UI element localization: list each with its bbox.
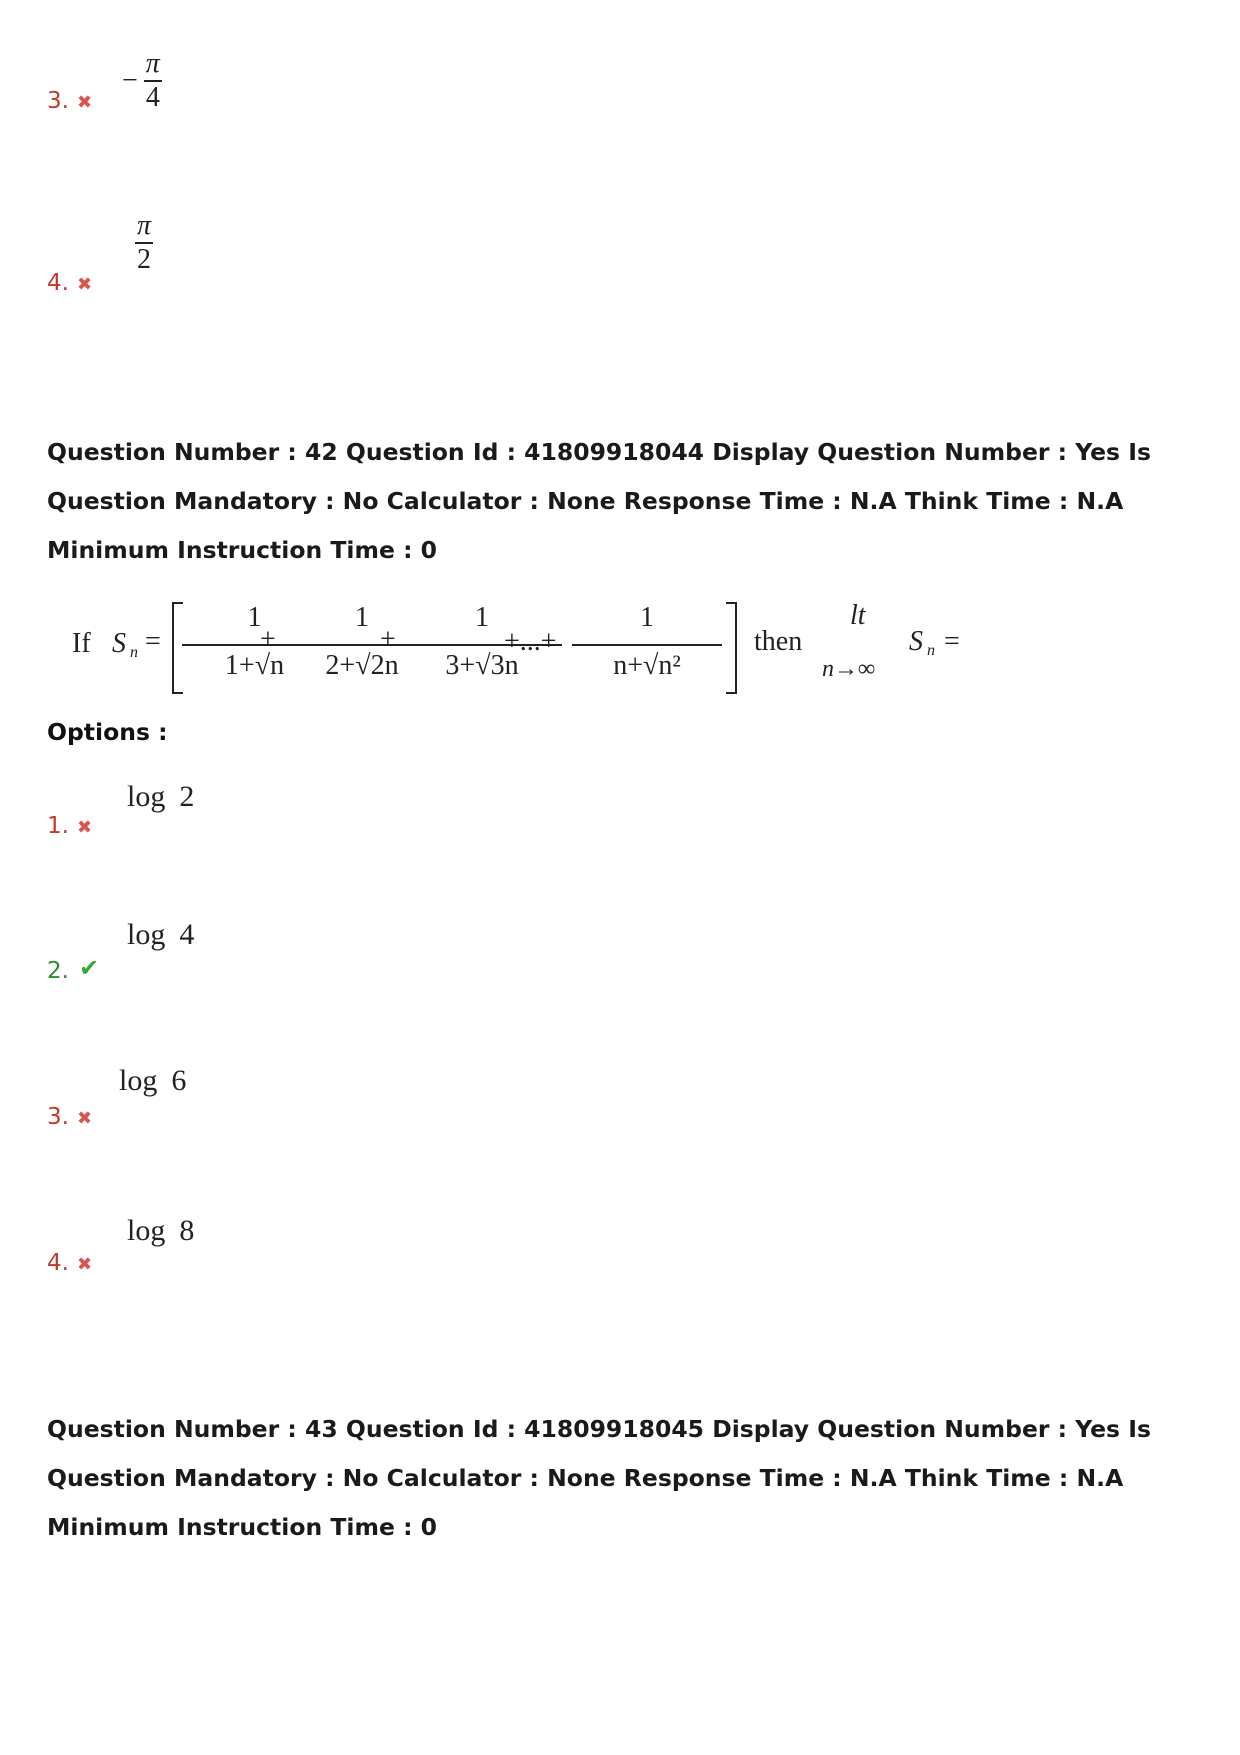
wrong-mark-icon: ✖ xyxy=(77,1108,93,1129)
wrong-mark-icon: ✖ xyxy=(77,274,93,295)
denominator: 4 xyxy=(145,82,160,113)
plus-sign: + xyxy=(260,624,276,655)
numerator: 1 xyxy=(640,602,654,633)
numerator: π xyxy=(145,48,160,79)
option-number: 4. xyxy=(47,1250,69,1276)
option-expression xyxy=(127,918,194,952)
limit-subscript: n→∞ xyxy=(822,656,876,682)
log-argument: 6 xyxy=(171,1064,187,1097)
if-word: If xyxy=(72,628,91,659)
wrong-mark-icon: ✖ xyxy=(77,817,93,838)
option-number: 1. xyxy=(47,813,69,839)
option-expression xyxy=(122,48,162,114)
fraction-bar xyxy=(572,644,722,646)
s-symbol: S xyxy=(112,628,126,659)
option-expression xyxy=(119,1064,186,1098)
log-argument: 2 xyxy=(179,780,195,813)
option-number: 3. xyxy=(47,88,69,114)
plus-sign: + xyxy=(380,624,396,655)
log-function: log xyxy=(127,1214,166,1247)
numerator: 1 xyxy=(355,602,369,633)
log-argument: 8 xyxy=(179,1214,195,1247)
option-number: 4. xyxy=(47,270,69,296)
right-bracket xyxy=(726,602,737,694)
q42-metadata: Question Number : 42 Question Id : 41809918044 Display Question Number : Yes Is Question Mandatory : No Calculator : None Response Time : N.A Think Time : N.A Minimum Instruction Time : 0 xyxy=(47,438,1151,564)
correct-checkmark-icon: ✔ xyxy=(79,954,100,982)
options-label: Options : xyxy=(47,718,168,746)
then-word: then xyxy=(754,626,803,657)
ellipsis-term: +...+ xyxy=(504,626,557,657)
wrong-mark-icon: ✖ xyxy=(77,1254,93,1275)
s-symbol: S xyxy=(909,626,923,657)
fraction xyxy=(144,48,162,114)
denominator: 2+√2n xyxy=(325,650,399,681)
s-subscript: n xyxy=(927,642,935,659)
denominator: 3+√3n xyxy=(445,650,519,681)
q42-stem xyxy=(72,600,960,700)
equals-sign: = xyxy=(944,626,960,657)
log-function: log xyxy=(127,780,166,813)
log-function: log xyxy=(119,1064,158,1097)
lt-symbol: lt xyxy=(850,600,866,631)
option-expression xyxy=(127,1214,194,1248)
option-number: 3. xyxy=(47,1104,69,1130)
denominator: n+√n² xyxy=(613,650,681,681)
fraction xyxy=(135,210,153,276)
option-expression xyxy=(135,210,153,276)
denominator: 2 xyxy=(137,244,152,275)
minus-sign: − xyxy=(122,65,138,96)
fraction-term-4 xyxy=(572,600,722,690)
s-subscript: n xyxy=(130,644,138,661)
option-expression xyxy=(127,780,194,814)
wrong-mark-icon: ✖ xyxy=(77,92,93,113)
numerator: 1 xyxy=(475,602,489,633)
numerator: π xyxy=(137,210,152,241)
log-function: log xyxy=(127,918,166,951)
log-argument: 4 xyxy=(179,918,195,951)
equals-sign: = xyxy=(145,626,161,657)
q43-metadata: Question Number : 43 Question Id : 41809918045 Display Question Number : Yes Is Question Mandatory : No Calculator : None Response Time : N.A Think Time : N.A Minimum Instruction Time : 0 xyxy=(47,1415,1151,1541)
option-number: 2. xyxy=(47,958,69,984)
numerator: 1 xyxy=(247,602,262,633)
denominator: 1+√n xyxy=(224,650,285,681)
